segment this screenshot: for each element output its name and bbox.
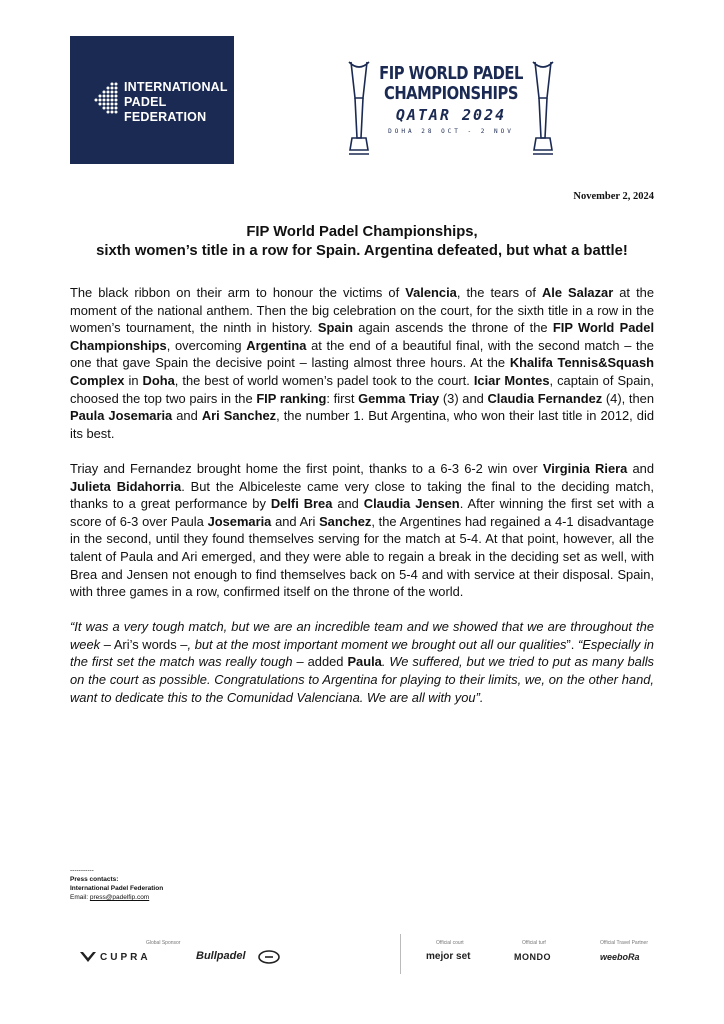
cupra-logo-icon [80, 952, 96, 962]
ipf-line: INTERNATIONAL [124, 80, 228, 94]
press-contacts [70, 866, 163, 902]
official-court-label: Official court [436, 940, 464, 946]
highlight-text: Spain [317, 320, 353, 336]
text-segment: (3) and [439, 390, 488, 406]
event-title-line1: FIP WORLD PADEL [379, 63, 523, 84]
sponsor-divider [400, 934, 401, 974]
text-segment: and [332, 496, 364, 512]
title-line: FIP World Padel Championships, [246, 224, 478, 240]
title-line: sixth women’s title in a row for Spain. Argentina defeated, but what a battle! [96, 243, 628, 259]
cupra-logo: CUPRA [100, 952, 151, 963]
event-title-line2: CHAMPIONSHIPS [383, 83, 519, 104]
release-date: November 2, 2024 [573, 191, 654, 202]
highlight-text: Paula [347, 654, 382, 670]
text-segment: – added [292, 654, 348, 670]
contacts-email-line [70, 893, 163, 902]
article-paragraph [70, 284, 654, 442]
text-segment: Triay and Fernandez brought home the first point, thanks to a 6-3 6-2 win over [70, 460, 543, 476]
text-segment: at the moment of the national anthem. Then the big celebration on the court, for the sixth title in a row in the women’s tournament, the ninth in history. [70, 285, 654, 336]
contacts-label: Press contacts: [70, 876, 119, 883]
highlight-text: FIP ranking [256, 390, 327, 406]
text-segment: , the Argentines had regained a 4-1 disadvantage in the second, until they found themselves serving for the match at 5-4. At that point, however, all the talent of Paula and Ari emerged, and they were able to regain a break in the deciding set as well, with Brea and Jensen not enough to find themselves back on 5-4 and with service at their disposal. Spain, with three games in a row, confirmed itself on the throne of the world. [70, 513, 655, 600]
text-segment: ”. [566, 636, 578, 652]
text-segment: . But the Albiceleste came very close to taking the final to the deciding match, thanks to a great performance by [70, 478, 654, 512]
text-segment: in [124, 372, 143, 388]
email-link[interactable]: press@padelfip.com [89, 894, 150, 901]
highlight-text: FIP World Padel Championships [70, 320, 655, 353]
text-segment: – Ari’s words – [100, 636, 188, 652]
text-segment: (4), then [602, 390, 654, 406]
text-segment: , the tears of [456, 285, 542, 300]
highlight-text: Iciar Montes [473, 372, 550, 388]
text-segment: “It was a very tough match, but we are an incredible team and we showed that we are throughout the week [70, 619, 654, 652]
bullpadel-mark-icon [258, 950, 280, 964]
bullpadel-logo: Bullpadel [196, 950, 246, 962]
highlight-text: Gemma Triay [358, 390, 440, 406]
highlight-text: Sanchez [319, 513, 372, 529]
highlight-text: Virginia Riera [542, 460, 628, 476]
highlight-text: Ari Sanchez [201, 408, 277, 424]
ipf-line: FEDERATION [124, 110, 207, 124]
article-paragraph [70, 618, 654, 706]
mondo-logo: MONDO [514, 952, 551, 962]
travel-partner-label: Official Travel Partner [600, 940, 648, 946]
ipf-name [124, 80, 228, 125]
highlight-text: Josemaria [207, 513, 272, 529]
text-segment: . After winning the first set with a score of 6-3 over Paula [70, 496, 654, 529]
highlight-text: Khalifa Tennis&Squash Complex [70, 355, 655, 388]
highlight-text: Claudia Jensen [363, 496, 460, 512]
highlight-text: Doha [142, 372, 175, 388]
text-segment: , the best of world women’s padel took to the court. [174, 372, 474, 388]
mejorset-logo: mejor set [426, 951, 471, 962]
event-dates: DOHA 28 OCT - 2 NOV [388, 128, 514, 135]
text-segment: , captain of Spain, choosed the top two pairs in the [70, 372, 655, 406]
article-body [70, 284, 654, 724]
event-location: QATAR 2024 [395, 106, 507, 124]
text-segment: . We suffered, but we tried to put as many balls on the court as possible. Congratulations to Argentina for playing to their limits, we, on the other hand, want to dedicate this to the Comunidad Valenciana. We are all with you”. [70, 654, 654, 705]
article-paragraph [70, 460, 654, 601]
championships-logo [346, 58, 556, 168]
text-segment: : first [326, 390, 359, 406]
press-release-title [60, 223, 664, 261]
highlight-text: Argentina [246, 337, 307, 353]
text-segment: and [627, 460, 655, 476]
text-segment: “Especially in the first set the match was really tough [70, 636, 654, 670]
text-segment: , the number 1. But Argentina, who won their last title in 2012, did its best. [70, 408, 654, 441]
highlight-text: Valencia [405, 285, 457, 300]
text-segment: , but at the most important moment we brought out all our qualities [187, 636, 567, 652]
ipf-logo [70, 36, 234, 164]
text-segment: , overcoming [166, 337, 247, 353]
highlight-text: Delfi Brea [270, 496, 333, 512]
text-segment: and Ari [271, 513, 320, 529]
email-label: Email: [70, 894, 90, 901]
sponsor-bar [70, 934, 654, 974]
text-segment: and [172, 408, 202, 424]
contacts-org: International Padel Federation [70, 885, 164, 892]
text-segment: The black ribbon on their arm to honour the victims of [70, 285, 406, 300]
official-turf-label: Official turf [522, 940, 546, 946]
weeboo-logo: weeboRa [600, 952, 640, 962]
highlight-text: Claudia Fernandez [487, 390, 603, 406]
padel-ball-icon [90, 80, 120, 116]
global-sponsor-label: Global Sponsor [146, 940, 181, 946]
highlight-text: Julieta Bidahorria [70, 478, 182, 494]
divider-dashes: ----------- [70, 867, 94, 874]
text-segment: at the end of a beautiful final, with the second match – the one that gave Spain the decisive point – lasting almost three hours. At the [70, 337, 654, 371]
ipf-line: PADEL [124, 95, 167, 109]
highlight-text: Ale Salazar [541, 285, 614, 300]
highlight-text: Paula Josemaria [70, 408, 173, 424]
text-segment: again ascends the throne of the [352, 320, 553, 336]
